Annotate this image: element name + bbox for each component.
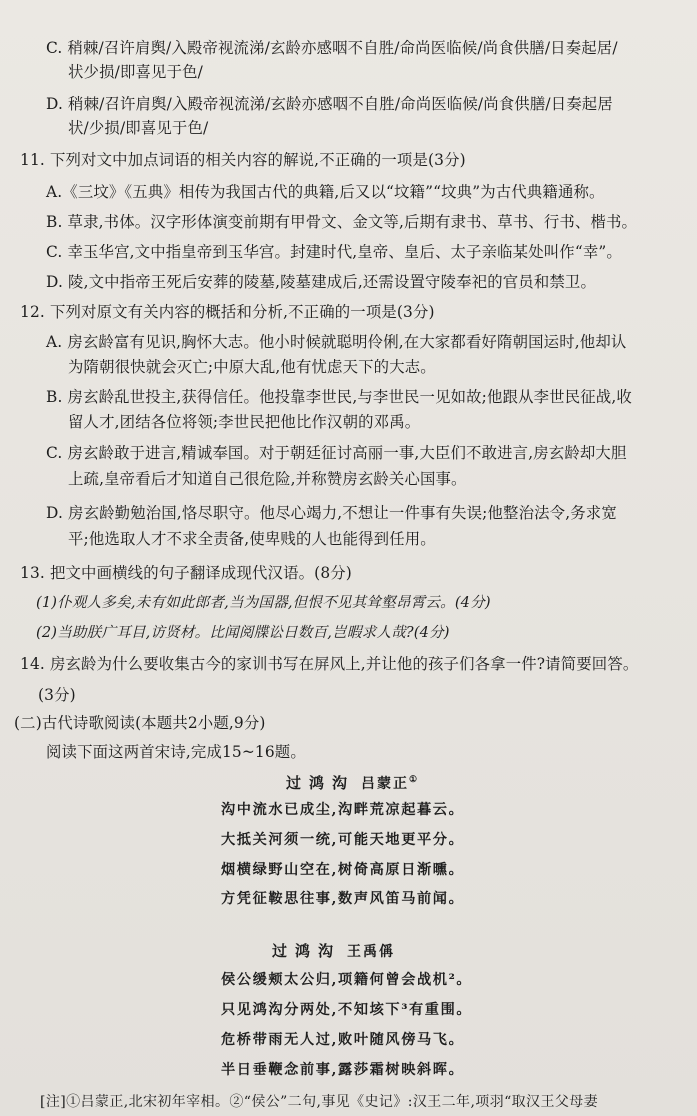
q10-option-c-line1: C. 稍棘/召许肩舆/入殿帝视流涕/玄龄亦感咽不自胜/命尚医临候/尚食供膳/日奏起居/ — [46, 39, 618, 57]
q12-option-d-line2: 平;他选取人才不求全责备,使卑贱的人也能得到任用。 — [68, 530, 436, 548]
q11-option-c: C. 幸玉华宫,文中指皇帝到玉华宫。封建时代,皇帝、皇后、太子亲临某处叫作“幸”。 — [46, 243, 622, 261]
poem1-line-2: 大抵关河须一统,可能天地更平分。 — [221, 832, 465, 848]
poem1-author-note-mark: ① — [409, 775, 418, 785]
poem2-line-4: 半日垂鞭念前事,露莎霜树映斜晖。 — [221, 1062, 465, 1078]
q12-stem: 12. 下列对原文有关内容的概括和分析,不正确的一项是(3分) — [20, 303, 435, 321]
poem2-author: 王禹偁 — [347, 944, 396, 960]
q11-option-d: D. 陵,文中指帝王死后安葬的陵墓,陵墓建成后,还需设置守陵奉祀的官员和禁卫。 — [46, 273, 596, 291]
poem1-line-3: 烟横绿野山空在,树倚高原日渐曛。 — [221, 862, 465, 878]
footnote: [注]①吕蒙正,北宋初年宰相。②“侯公”二句,事见《史记》:汉王二年,项羽“取汉王父母妻 — [40, 1094, 599, 1110]
q12-option-a-line2: 为隋朝很快就会灭亡;中原大乱,他有忧虑天下的大志。 — [68, 358, 436, 376]
q12-option-c-line1: C. 房玄龄敢于进言,精诚奉国。对于朝廷征讨高丽一事,大臣们不敢进言,房玄龄却大胆 — [46, 444, 627, 462]
poem1-line-1: 沟中流水已成尘,沟畔荒凉起暮云。 — [221, 802, 465, 818]
q13-stem: 13. 把文中画横线的句子翻译成现代汉语。(8分) — [20, 564, 352, 582]
q12-option-d-line1: D. 房玄龄勤勉治国,恪尽职守。他尽心竭力,不想让一件事有失误;他整治法令,务求宽 — [46, 504, 617, 522]
q11-option-b: B. 草隶,书体。汉字形体演变前期有甲骨文、金文等,后期有隶书、草书、行书、楷书。 — [46, 213, 638, 231]
poem2-title-line — [272, 941, 395, 962]
q10-option-c-line2: 状少损/即喜见于色/ — [68, 63, 203, 81]
poem2-line-1: 侯公缓颊太公归,项籍何曾会战机²。 — [221, 972, 473, 988]
q12-option-b-line1: B. 房玄龄乱世投主,获得信任。他投靠李世民,与李世民一见如故;他跟从李世民征战,收 — [46, 388, 632, 406]
poem1-title-line — [286, 770, 417, 794]
q14-stem-line2: (3分) — [38, 686, 76, 704]
poem2-line-3: 危桥带雨无人过,败叶随风傍马飞。 — [221, 1032, 465, 1048]
q12-option-b-line2: 留人才,团结各位将领;李世民把他比作汉朝的邓禹。 — [68, 413, 421, 431]
section-intro: 阅读下面这两首宋诗,完成15~16题。 — [46, 743, 306, 761]
q10-option-d-line1: D. 稍棘/召许肩舆/入殿帝视流涕/玄龄亦感咽不自胜/命尚医临候/尚食供膳/日奏起居 — [46, 95, 613, 113]
q12-option-c-line2: 上疏,皇帝看后才知道自己很危险,并称赞房玄龄关心国事。 — [68, 470, 467, 488]
q11-option-a: A.《三坟》《五典》相传为我国古代的典籍,后又以“坟籍”“坟典”为古代典籍通称。 — [46, 183, 605, 201]
poem1-line-4: 方凭征鞍思往事,数声风笛马前闻。 — [221, 891, 465, 907]
poem1-title: 过鸿沟 — [286, 774, 356, 792]
poem2-line-2: 只见鸿沟分两处,不知垓下³有重围。 — [221, 1002, 473, 1018]
q13-sentence-2: (2)当助朕广耳目,访贤材。比闻阅牒讼日数百,岂暇求人哉?(4分) — [36, 624, 450, 641]
q14-stem-line1: 14. 房玄龄为什么要收集古今的家训书写在屏风上,并让他的孩子们各拿一件?请简要回答。 — [20, 655, 639, 673]
section-heading: (二)古代诗歌阅读(本题共2小题,9分) — [14, 714, 266, 732]
poem1-author: 吕蒙正 — [361, 776, 410, 792]
q12-option-a-line1: A. 房玄龄富有见识,胸怀大志。他小时候就聪明伶俐,在大家都看好隋朝国运时,他却认 — [46, 333, 627, 351]
poem2-title: 过鸿沟 — [272, 942, 342, 960]
q13-sentence-1: (1)仆观人多矣,未有如此郎者,当为国器,但恨不见其耸壑昂霄云。(4分) — [36, 594, 491, 611]
q10-option-d-line2: 状/少损/即喜见于色/ — [68, 119, 209, 137]
q11-stem: 11. 下列对文中加点词语的相关内容的解说,不正确的一项是(3分) — [20, 151, 466, 169]
